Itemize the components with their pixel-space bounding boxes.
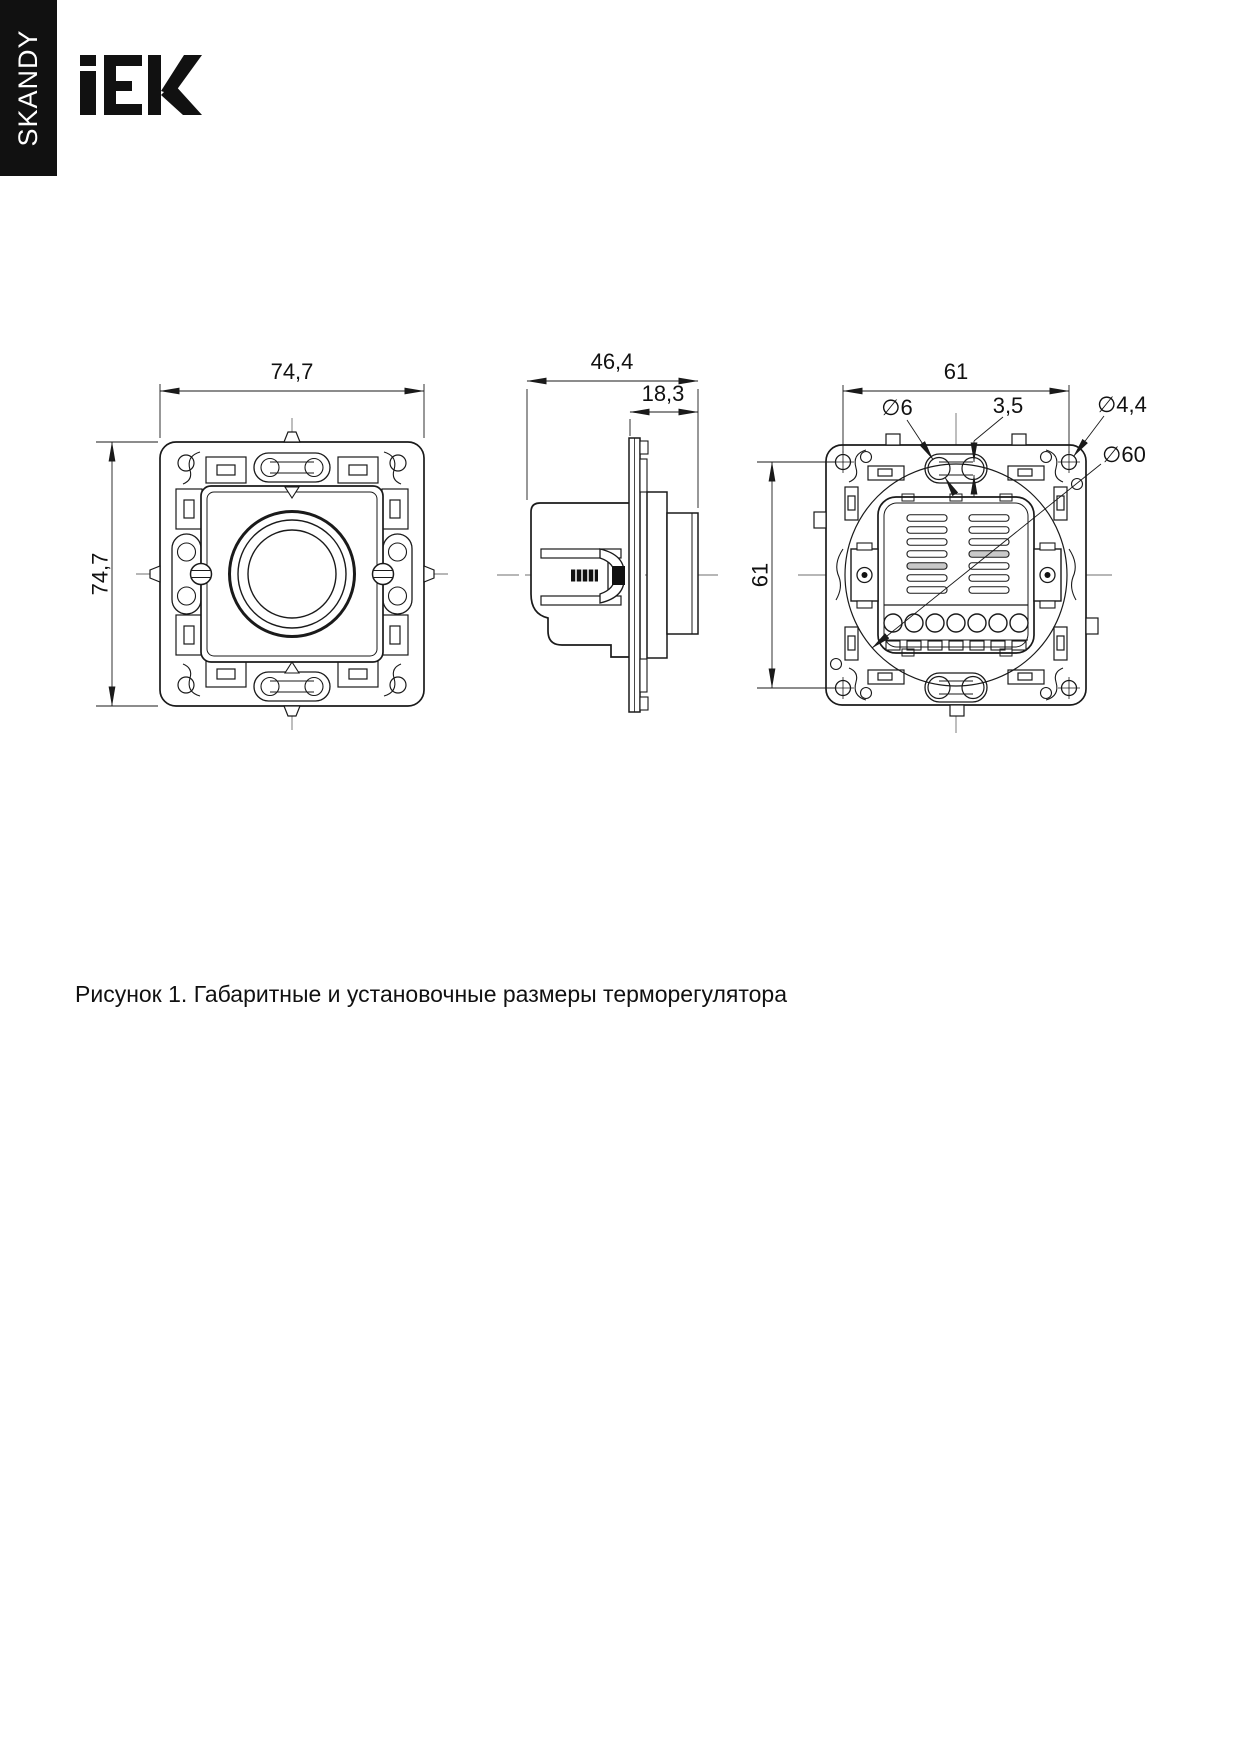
- figure-caption: Рисунок 1. Габаритные и установочные размеры терморегулятора: [75, 981, 788, 1007]
- front-width-dim: 74,7: [270, 359, 314, 384]
- rear-view: [748, 359, 1147, 733]
- brand-vertical-label: SKANDY: [13, 29, 43, 147]
- rear-width-dim: 61: [943, 359, 969, 384]
- side-depth-dim: 46,4: [590, 349, 634, 374]
- slot-width-dim: 3,5: [992, 393, 1024, 418]
- screw-hole-dim: ∅4,4: [1097, 392, 1147, 417]
- front-view: [88, 359, 449, 730]
- mount-circle-dim: ∅60: [1102, 442, 1146, 467]
- rear-height-dim: 61: [747, 562, 773, 588]
- side-front-depth-dim: 18,3: [641, 381, 685, 406]
- vent-hole-dim: ∅6: [881, 395, 913, 420]
- front-height-dim: 74,7: [87, 552, 113, 596]
- side-view: [497, 349, 718, 712]
